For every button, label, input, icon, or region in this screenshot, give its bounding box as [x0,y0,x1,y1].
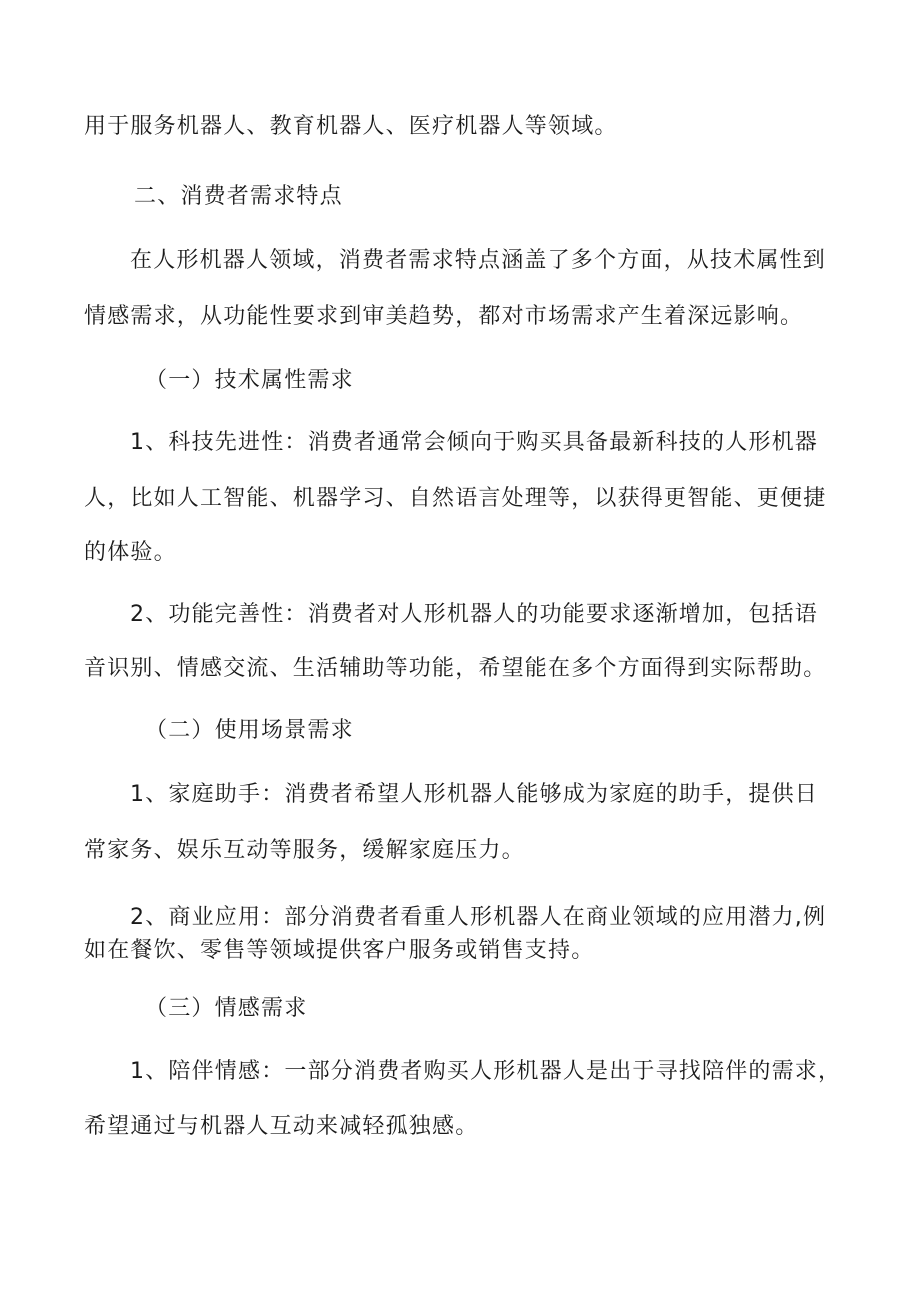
paragraph-line: 1、陪伴情感：一部分消费者购买人形机器人是出于寻找陪伴的需求， [130,1059,842,1084]
paragraph-line: 希望通过与机器人互动来减轻孤独感。 [84,1114,479,1139]
subsection-heading: （二）使用场景需求 [145,718,354,743]
paragraph-line: 如在餐饮、零售等领域提供客户服务或销售支持。 [84,938,595,963]
paragraph-line: 音识别、情感交流、生活辅助等功能，希望能在多个方面得到实际帮助。 [84,656,827,681]
paragraph-line: 在人形机器人领域，消费者需求特点涵盖了多个方面，从技术属性到 [130,248,827,273]
subsection-heading: （三）情感需求 [145,996,308,1021]
paragraph-line: 2、商业应用：部分消费者看重人形机器人在商业领域的应用潜力,例 [130,905,827,930]
text-line-continuation: 用于服务机器人、教育机器人、医疗机器人等领域。 [84,114,618,139]
paragraph-line: 的体验。 [84,540,177,565]
paragraph-line: 1、家庭助手：消费者希望人形机器人能够成为家庭的助手，提供日 [130,782,818,807]
paragraph-line: 1、科技先进性：消费者通常会倾向于购买具备最新科技的人形机器 [130,430,818,455]
section-heading: 二、消费者需求特点 [134,184,343,209]
paragraph-line: 情感需求，从功能性要求到审美趋势，都对市场需求产生着深远影响。 [84,304,804,329]
paragraph-line: 2、功能完善性：消费者对人形机器人的功能要求逐渐增加，包括语 [130,602,818,627]
paragraph-line: 人，比如人工智能、机器学习、自然语言处理等，以获得更智能、更便捷 [84,486,827,511]
subsection-heading: （一）技术属性需求 [145,368,354,393]
paragraph-line: 常家务、娱乐互动等服务，缓解家庭压力。 [84,838,525,863]
